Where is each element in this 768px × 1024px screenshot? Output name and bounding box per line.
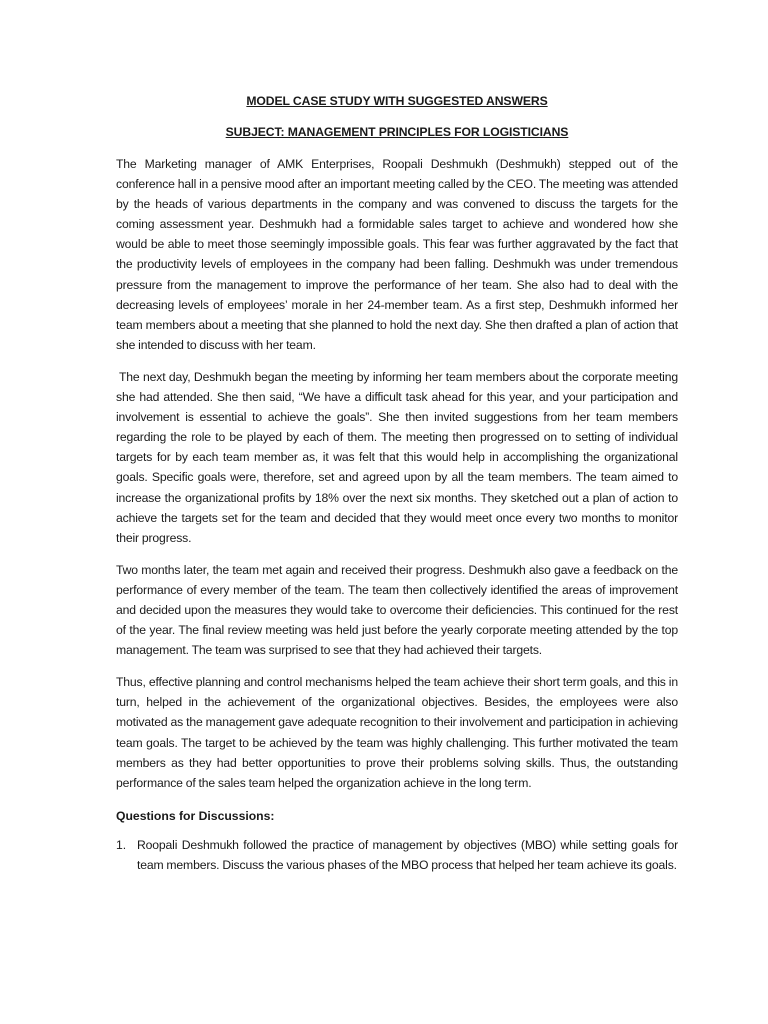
- question-list: [116, 835, 678, 875]
- document-body: [116, 92, 678, 875]
- document-title: MODEL CASE STUDY WITH SUGGESTED ANSWERS: [246, 94, 548, 108]
- question-item: [116, 835, 678, 875]
- paragraph-3: Two months later, the team met again and received their progress. Deshmukh also gave a feedback on the performance of every member of the team. The team then collectively identified the areas of improvement and decided upon the measures they would take to overcome their deficiencies. This continued for the rest of the year. The final review meeting was held just before the yearly corporate meeting attended by the top management. The team was surprised to see that they had achieved their targets.: [116, 562, 678, 658]
- paragraph-4: Thus, effective planning and control mechanisms helped the team achieve their short term goals, and this in turn, helped in the achievement of the organizational objectives. Besides, the employees were also motivated as the management gave adequate recognition to their involvement and participation in achieving team goals. The target to be achieved by the team was highly challenging. This further motivated the team members as they had better opportunities to prove their problems solving skills. Thus, the outstanding performance of the sales team helped the organization achieve in the long term.: [116, 675, 678, 790]
- questions-title: Questions for Discussions:: [116, 808, 275, 823]
- paragraph-1: The Marketing manager of AMK Enterprises, Roopali Deshmukh (Deshmukh) stepped out of the conference hall in a pensive mood after an important meeting called by the CEO. The meeting was attended by the heads of various departments in the company and was convened to discuss the targets for the coming assessment year. Deshmukh had a formidable sales target to achieve and wondered how she would be able to meet those seemingly impossible goals. This fear was further aggravated by the fact that the productivity levels of employees in the company had been falling. Deshmukh was under tremendous pressure from the management to improve the performance of her team. She also had to deal with the decreasing levels of employees’ morale in her 24-member team. As a first step, Deshmukh informed her team members about a meeting that she planned to hold the next day. She then drafted a plan of action that she intended to discuss with her team.: [116, 157, 678, 352]
- question-text: Roopali Deshmukh followed the practice of management by objectives (MBO) while setting goals for team members. Discuss the various phases of the MBO process that helped her team achieve its goals.: [137, 837, 678, 872]
- paragraph-2: The next day, Deshmukh began the meeting by informing her team members about the corporate meeting she had attended. She then said, “We have a difficult task ahead for this year, and your participation and involvement is essential to achieve the goals”. She then invited suggestions from her team members regarding the role to be played by each of them. The meeting then progressed on to setting of individual targets for by each team member as, it was felt that this would help in accomplishing the organizational goals. Specific goals were, therefore, set and agreed upon by all the team members. The team aimed to increase the organizational profits by 18% over the next six months. They sketched out a plan of action to achieve the targets set for the team and decided that they would meet once every two months to monitor their progress.: [116, 369, 678, 545]
- question-number: 1.: [116, 837, 127, 852]
- document-subject: SUBJECT: MANAGEMENT PRINCIPLES FOR LOGISTICIANS: [225, 125, 569, 139]
